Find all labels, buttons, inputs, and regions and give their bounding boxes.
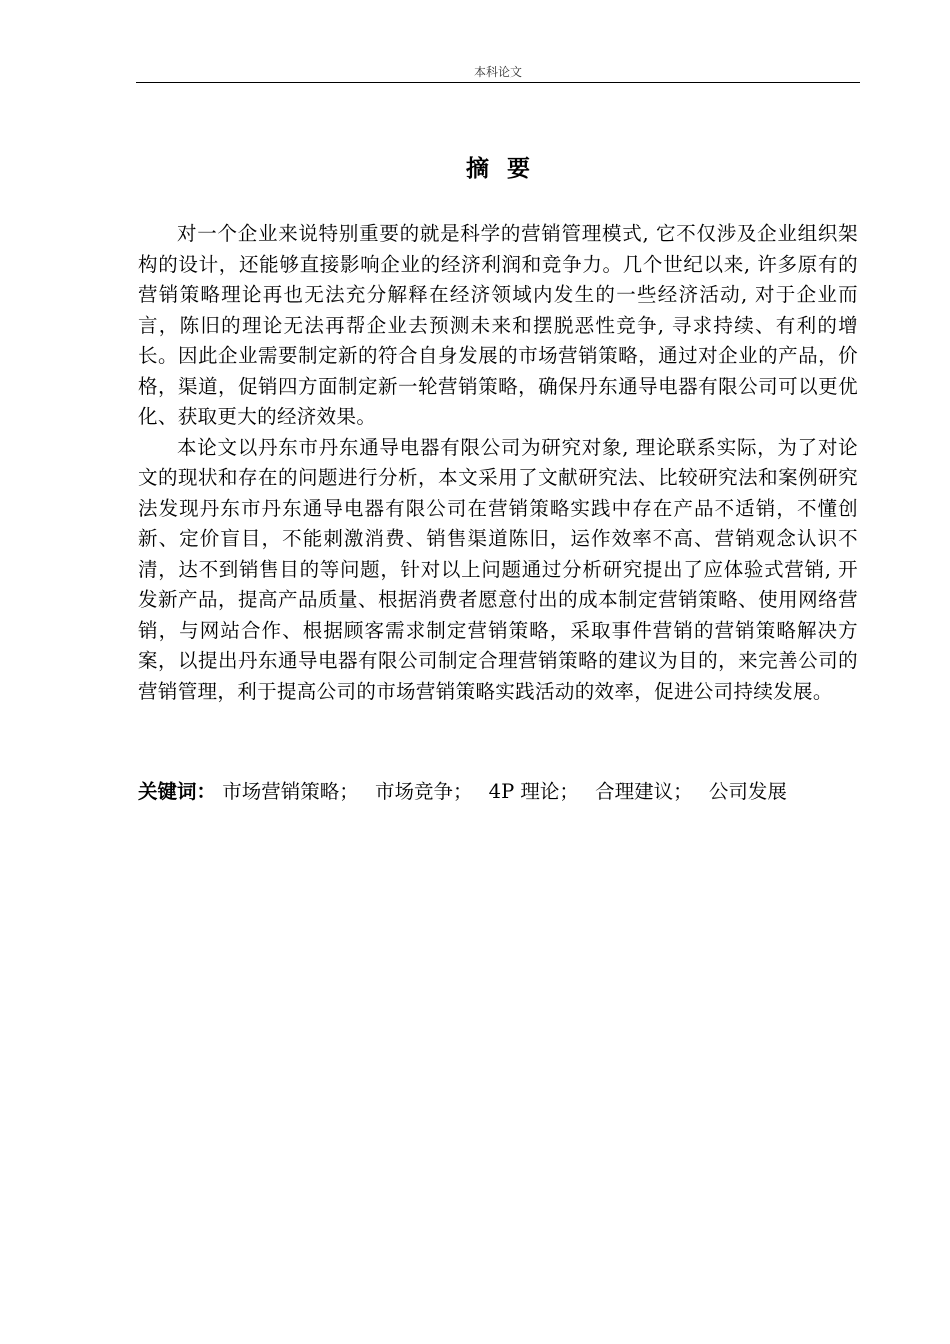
keyword-item: 合理建议；	[595, 780, 693, 803]
keyword-item: 市场营销策略；	[222, 780, 359, 803]
abstract-paragraph-1: 对一个企业来说特别重要的就是科学的营销管理模式, 它不仅涉及企业组织架构的设计，还能够直接影响企业的经济利润和竞争力。几个世纪以来, 许多原有的营销策略理论再也无法充分解释在经济领域内发生的一些经济活动, 对于企业而言，陈旧的理论无法再帮企业去预测未来和摆脱恶性竞争, 寻求持续、有利的增长。因此企业需要制定新的符合自身发展的市场营销策略，通过对企业的产品，价格，渠道，促销四方面制定新一轮营销策略，确保丹东通导电器有限公司可以更优化、获取更大的经济效果。	[138, 222, 858, 428]
header-rule	[136, 82, 860, 83]
keywords-label: 关键词：	[138, 780, 217, 803]
keywords-line	[138, 777, 858, 807]
keyword-item: 公司发展	[708, 780, 787, 803]
abstract-paragraph-2: 本论文以丹东市丹东通导电器有限公司为研究对象, 理论联系实际，为了对论文的现状和存在的问题进行分析，本文采用了文献研究法、比较研究法和案例研究法发现丹东市丹东通导电器有限公司在营销策略实践中存在产品不适销，不懂创新、定价盲目，不能刺激消费、销售渠道陈旧，运作效率不高、营销观念认识不清，达不到销售目的等问题，针对以上问题通过分析研究提出了应体验式营销, 开发新产品，提高产品质量、根据消费者愿意付出的成本制定营销策略、使用网络营销，与网站合作、根据顾客需求制定营销策略，采取事件营销的营销策略解决方案，以提出丹东通导电器有限公司制定合理营销策略的建议为目的，来完善公司的营销管理，利于提高公司的市场营销策略实践活动的效率，促进公司持续发展。	[138, 435, 858, 703]
keyword-item: 市场竞争；	[374, 780, 473, 803]
abstract-title: 摘要	[466, 156, 548, 182]
keyword-item: 4P 理论；	[488, 780, 579, 803]
abstract-body	[138, 219, 858, 707]
running-header: 本科论文	[473, 65, 522, 79]
